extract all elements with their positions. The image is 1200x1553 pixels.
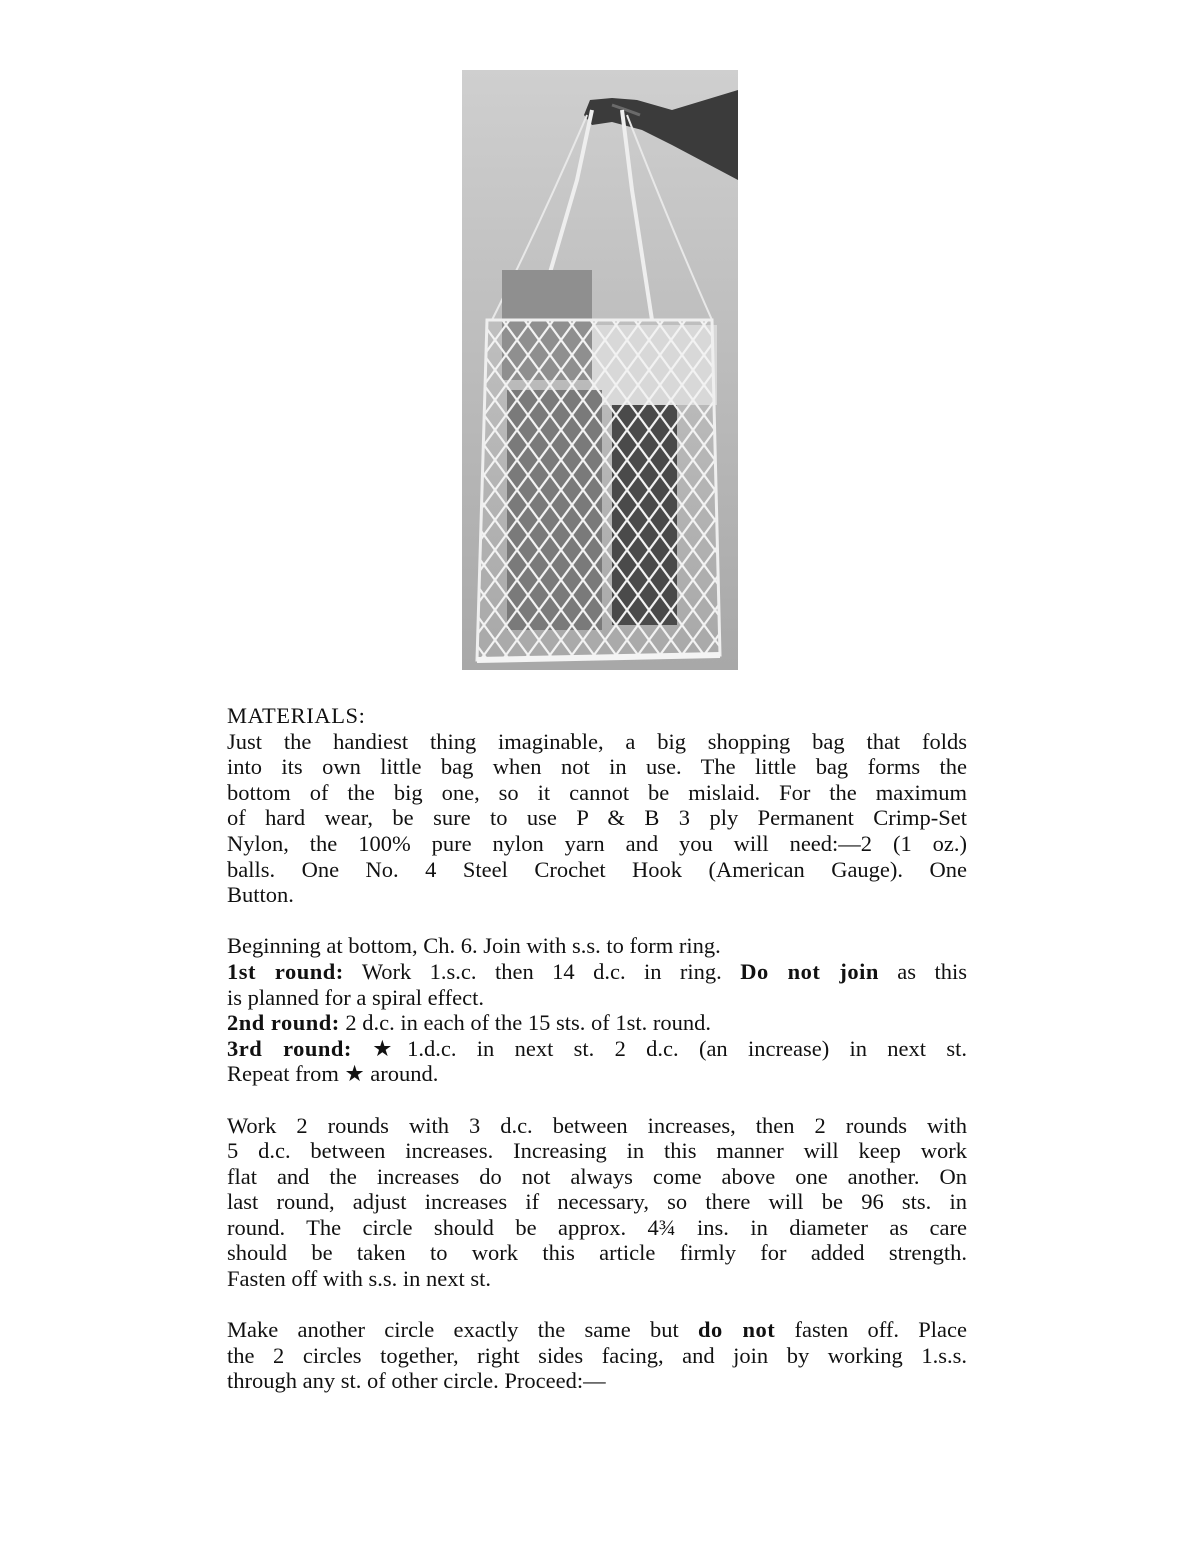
materials-heading: MATERIALS: (227, 703, 366, 728)
make-another-line3: through any st. of other circle. Proceed:— (227, 1368, 606, 1394)
round1-line2: is planned for a spiral effect. (227, 984, 484, 1010)
work-line: round. The circle should be approx. 4¾ ins. in diameter as care (227, 1214, 967, 1240)
round1-label: 1st round: (227, 958, 344, 984)
make-another-text: Make another circle exactly the same but (227, 1317, 698, 1343)
work-line: last round, adjust increases if necessary, so there will be 96 sts. in (227, 1189, 967, 1215)
rounds-section (227, 933, 967, 1087)
materials-line: of hard wear, be sure to use P & B 3 ply Permanent Crimp-Set (227, 805, 967, 831)
make-another-line (227, 1317, 967, 1343)
work-section (227, 1113, 967, 1292)
materials-line: balls. One No. 4 Steel Crochet Hook (American Gauge). One (227, 856, 967, 882)
make-another-text-end: fasten off. Place (775, 1317, 967, 1343)
beginning-line: Beginning at bottom, Ch. 6. Join with s.s. to form ring. (227, 933, 721, 959)
round2-line (227, 1010, 967, 1036)
make-another-line2: the 2 circles together, right sides facing, and join by working 1.s.s. (227, 1342, 967, 1368)
materials-line: Just the handiest thing imaginable, a big shopping bag that folds (227, 728, 967, 754)
mesh-bag-illustration (462, 70, 738, 670)
materials-line: Button. (227, 882, 294, 908)
bag-photo (462, 70, 738, 670)
work-line: flat and the increases do not always come above one another. On (227, 1163, 967, 1189)
materials-section (227, 703, 967, 908)
round2-label: 2nd round: (227, 1010, 340, 1036)
round3-line2: Repeat from ★ around. (227, 1061, 439, 1087)
work-line: 5 d.c. between increases. Increasing in this manner will keep work (227, 1138, 967, 1164)
make-another-bold: do not (697, 1317, 776, 1343)
round1-bold: Do not join (740, 958, 879, 984)
work-line: Work 2 rounds with 3 d.c. between increases, then 2 rounds with (227, 1112, 967, 1138)
round3-label: 3rd round: (227, 1035, 352, 1061)
work-line: Fasten off with s.s. in next st. (227, 1266, 491, 1292)
materials-line: bottom of the big one, so it cannot be mislaid. For the maximum (227, 779, 967, 805)
round3-line (227, 1036, 967, 1062)
make-another-section (227, 1317, 967, 1394)
work-line: should be taken to work this article firmly for added strength. (227, 1240, 967, 1266)
round3-text: ★1.d.c. in next st. 2 d.c. (an increase) in next st. (351, 1035, 967, 1061)
instructions-text (227, 703, 967, 1394)
mesh-body (477, 320, 720, 660)
round1-text-end: as this (878, 958, 967, 984)
materials-line: Nylon, the 100% pure nylon yarn and you will need:—2 (1 oz.) (227, 830, 967, 856)
round1-line (227, 959, 967, 985)
round2-text: 2 d.c. in each of the 15 sts. of 1st. round. (339, 1010, 711, 1036)
round1-text: Work 1.s.c. then 14 d.c. in ring. (343, 958, 741, 984)
materials-line: into its own little bag when not in use. The little bag forms the (227, 754, 967, 780)
